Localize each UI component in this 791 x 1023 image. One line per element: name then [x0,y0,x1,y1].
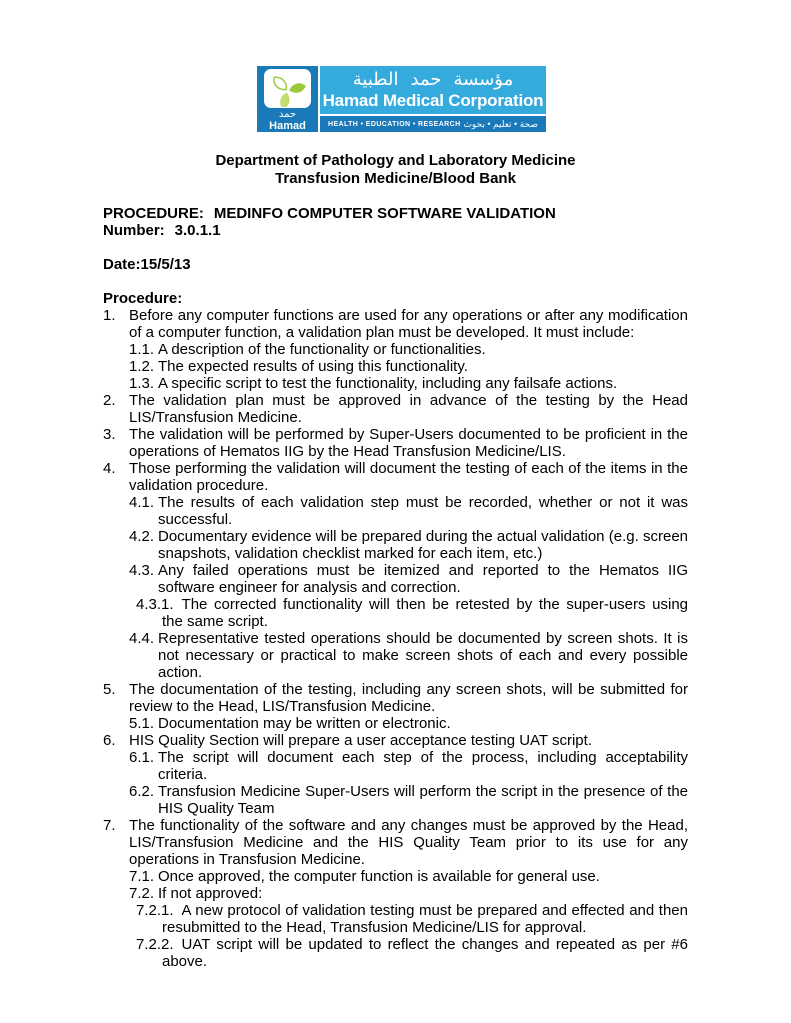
procedure-item: 4. Those performing the validation will document the testing of each of the items in the validation procedure. [103,460,688,494]
item-number: 4.3. [129,562,155,579]
logo-right-block [320,66,546,132]
item-number: 1.3. [129,375,155,392]
hamad-medical-corporation-logo [257,66,546,132]
item-number: 1.1. [129,341,155,358]
item-number: 1.2. [129,358,155,375]
date-row [103,256,688,273]
item-number: 7.1. [129,868,155,885]
procedure-value: MEDINFO COMPUTER SOFTWARE VALIDATION [213,205,556,222]
procedure-item: 6.1. The script will document each step of the process, including acceptability criteria. [129,749,688,783]
logo-arabic-wordmark: حمد [278,109,297,120]
item-number: 4.3.1. [136,596,174,613]
date-value: 15/5/13 [140,256,191,273]
logo-titles [320,66,546,114]
department-title-line1: Department of Pathology and Laboratory Medicine [215,152,576,169]
logo-english-wordmark: Hamad [269,120,306,132]
procedure-item: 7.1. Once approved, the computer function is available for general use. [129,868,600,885]
item-number: 4.4. [129,630,155,647]
item-number: 7.2. [129,885,155,902]
item-number: 7.2.2. [136,936,174,953]
item-number: 4. [103,460,116,477]
number-label: Number: [103,222,165,239]
document-title [103,152,688,188]
procedure-item: 1. Before any computer functions are used for any operations or after any modification of a computer function, a validation plan must be developed. It must include: [103,307,688,341]
department-title-line2: Transfusion Medicine/Blood Bank [275,170,516,187]
procedure-item: 4.4. Representative tested operations should be documented by screen shots. It is not necessary or practical to make screen shots of each and every possible action. [129,630,688,681]
procedure-item: 2. The validation plan must be approved in advance of the testing by the Head LIS/Transfusion Medicine. [103,392,688,426]
logo-arabic-title: مؤسسة حمد الطبية [352,69,514,89]
logo-tagline-arabic: صحة • تعليم • بحوث [463,118,538,129]
item-number: 3. [103,426,116,443]
procedure-item: 4.1. The results of each validation step must be recorded, whether or not it was successful. [129,494,688,528]
item-number: 6.1. [129,749,155,766]
logo-english-title: Hamad Medical Corporation [322,91,544,110]
item-number: 7. [103,817,116,834]
item-number: 5. [103,681,116,698]
item-number: 5.1. [129,715,155,732]
procedure-item: 5.1. Documentation may be written or electronic. [129,715,451,732]
item-number: 6.2. [129,783,155,800]
item-number: 4.1. [129,494,155,511]
procedure-item: 1.3. A specific script to test the functionality, including any failsafe actions. [129,375,618,392]
logo-left-block [257,66,318,132]
trefoil-leaves-icon [267,71,308,107]
procedure-item: 6. HIS Quality Section will prepare a user acceptance testing UAT script. [103,732,592,749]
procedure-item: 3. The validation will be performed by Super-Users documented to be proficient in the operations of Hematos IIG by the Head Transfusion Medicine/LIS. [103,426,688,460]
item-number: 4.2. [129,528,155,545]
item-number: 1. [103,307,116,324]
procedure-heading: Procedure: [103,290,183,307]
procedure-item: 5. The documentation of the testing, including any screen shots, will be submitted for review to the Head, LIS/Transfusion Medicine. [103,681,688,715]
item-number: 2. [103,392,116,409]
procedure-item: 7.2.2. UAT script will be updated to reflect the changes and repeated as per #6 above. [136,936,688,970]
procedure-label: PROCEDURE: [103,205,204,222]
procedure-item: 6.2. Transfusion Medicine Super-Users will perform the script in the presence of the HIS Quality Team [129,783,688,817]
procedure-item: 4.2. Documentary evidence will be prepared during the actual validation (e.g. screen snapshots, validation checklist marked for each item, etc.) [129,528,688,562]
item-number: 7.2.1. [136,902,174,919]
date-label: Date: [103,256,141,273]
item-number: 6. [103,732,116,749]
procedure-number-row [103,222,688,239]
procedure-meta [103,205,688,239]
logo-mark-box [264,69,311,108]
procedure-item: 7.2. If not approved: [129,885,263,902]
procedure-item: 4.3. Any failed operations must be itemized and reported to the Hematos IIG software engineer for analysis and correction. [129,562,688,596]
procedure-list [103,307,688,970]
procedure-item: 1.2. The expected results of using this functionality. [129,358,468,375]
procedure-item: 7. The functionality of the software and any changes must be approved by the Head, LIS/Transfusion Medicine and the HIS Quality Team prior to its use for any operations in Transfusion Medicine. [103,817,688,868]
procedure-item: 1.1. A description of the functionality or functionalities. [129,341,486,358]
logo-tagline-strip [320,114,546,132]
procedure-title-row [103,205,688,222]
procedure-item: 4.3.1. The corrected functionality will then be retested by the super-users using the same script. [136,596,688,630]
procedure-item: 7.2.1. A new protocol of validation testing must be prepared and effected and then resubmitted to the Head, Transfusion Medicine/LIS for approval. [136,902,688,936]
logo-tagline-english: HEALTH • EDUCATION • RESEARCH [328,120,461,128]
number-value: 3.0.1.1 [174,222,221,239]
